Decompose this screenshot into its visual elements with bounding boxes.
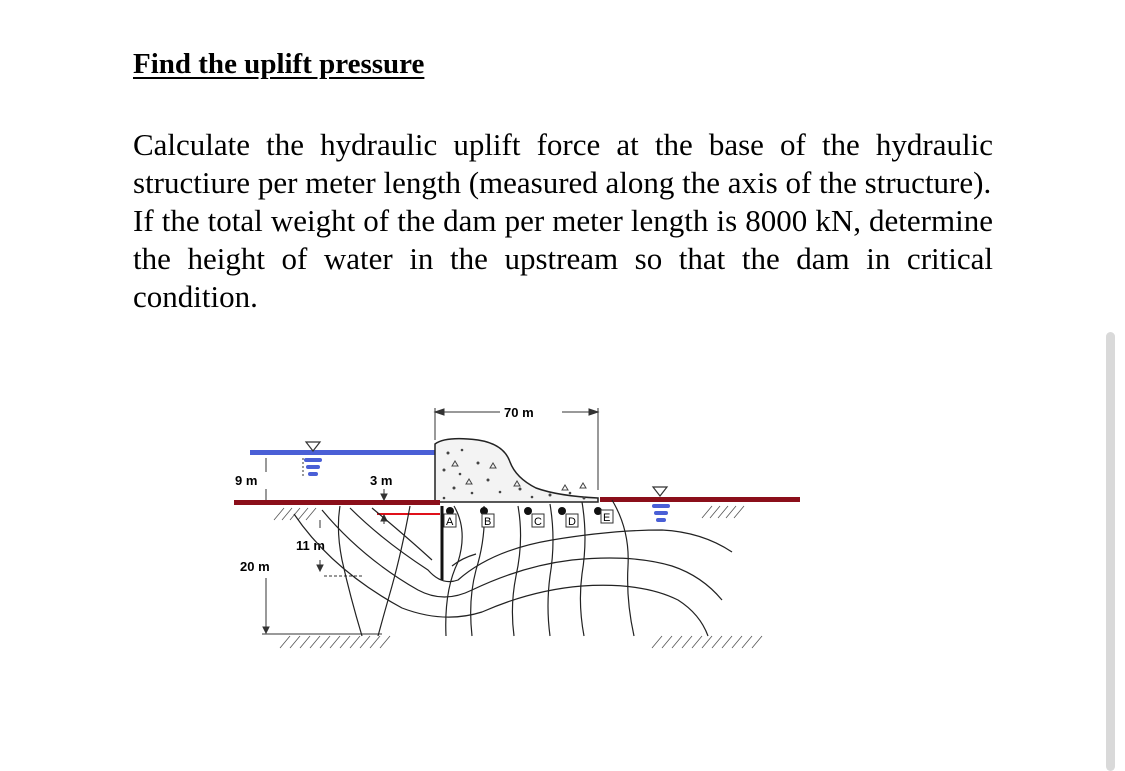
upstream-ground-line (234, 500, 440, 505)
sheet-pile-above-label: 3 m (370, 473, 393, 488)
point-label-b: B (484, 516, 492, 528)
upstream-water-dashes (304, 458, 322, 476)
upstream-water-symbol (306, 442, 320, 451)
base-points (446, 507, 602, 515)
upstream-water-surface (250, 450, 436, 455)
downstream-ground-line (600, 497, 800, 502)
soil-depth-dimension (262, 578, 382, 634)
point-label-c: C (534, 516, 542, 528)
base-width-label: 70 m (504, 405, 534, 420)
soil-hatching (274, 506, 762, 648)
soil-depth-label: 20 m (240, 559, 270, 574)
paragraph-1: Calculate the hydraulic uplift force at the base of the hydraulic structiure per meter length (measured along the axis of the structure). (133, 127, 993, 200)
upstream-depth-label: 9 m (235, 473, 258, 488)
point-label-d: D (568, 516, 576, 528)
downstream-water-symbol (653, 487, 667, 496)
page-title: Find the uplift pressure (133, 48, 425, 80)
dam-flow-net-figure (232, 390, 807, 665)
point-label-a: A (446, 516, 454, 528)
sheet-pile-depth-label: 11 m (296, 538, 325, 553)
downstream-water-dashes (652, 504, 670, 522)
dam-body (435, 439, 598, 502)
vertical-scrollbar[interactable] (1106, 332, 1115, 771)
point-label-e: E (603, 512, 611, 524)
problem-statement (133, 126, 993, 316)
paragraph-2: If the total weight of the dam per meter length is 8000 kN, determine the height of water in the upstream so that the dam in critical condition. (133, 203, 993, 314)
